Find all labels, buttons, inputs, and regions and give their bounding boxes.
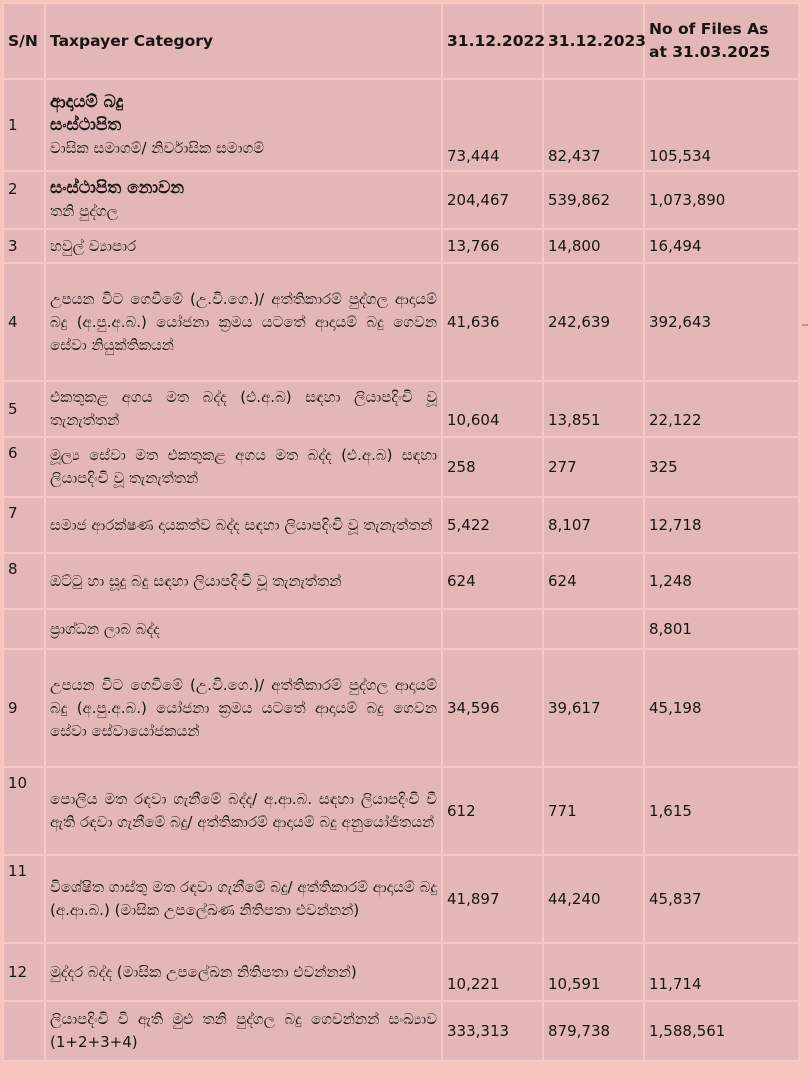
row-category: එකතුකළ අගය මත බද්ද (එ.අ.බ) සඳහා ලියාපදිංචි වූ තැනැත්තන් bbox=[45, 381, 442, 437]
value-files: 45,198 bbox=[644, 649, 799, 767]
header-files-line2: at 31.03.2025 bbox=[649, 43, 771, 61]
row-sn: 1 bbox=[3, 79, 45, 171]
row-sn bbox=[3, 1001, 45, 1061]
value-2022: 13,766 bbox=[442, 229, 543, 263]
row-sn: 10 bbox=[3, 767, 45, 855]
value-2023: 14,800 bbox=[543, 229, 644, 263]
value-2022: 41,636 bbox=[442, 263, 543, 381]
value-files: 392,643 bbox=[644, 263, 799, 381]
value-2022: 333,313 bbox=[442, 1001, 543, 1061]
value-files: 22,122 bbox=[644, 381, 799, 437]
value-2023: 39,617 bbox=[543, 649, 644, 767]
value-2022: 624 bbox=[442, 553, 543, 609]
group-heading: ආදායම් බදු bbox=[50, 91, 124, 112]
value-2022: 10,604 bbox=[442, 381, 543, 437]
row-sn: 9 bbox=[3, 649, 45, 767]
row-category bbox=[45, 171, 442, 229]
table-row bbox=[3, 229, 799, 263]
row-category: විශේෂිත ගාස්තු මත රඳවා ගැනීමේ බදු/ අත්තිකාරම් ආදායම් බදු (අ.ආ.බ.) (මාසික උපලේඛණ නිතිපතා එවන්නන්) bbox=[45, 855, 442, 943]
value-2022: 41,897 bbox=[442, 855, 543, 943]
value-2023: 624 bbox=[543, 553, 644, 609]
value-files: 12,718 bbox=[644, 497, 799, 553]
value-2023 bbox=[543, 609, 644, 649]
row-category: මුද්දර බද්ද (මාසික උපලේඛන නිතිපතා එවන්නන්) bbox=[45, 943, 442, 1001]
value-2022: 5,422 bbox=[442, 497, 543, 553]
header-files bbox=[644, 3, 799, 79]
value-files: 1,248 bbox=[644, 553, 799, 609]
header-sn: S/N bbox=[3, 3, 45, 79]
table-row bbox=[3, 855, 799, 943]
value-2023: 13,851 bbox=[543, 381, 644, 437]
table-row bbox=[3, 437, 799, 497]
row-category: ප්‍රාග්ධන ලාබ බද්ද bbox=[45, 609, 442, 649]
row-category: පොලිය මත රඳවා ගැනීමේ බද්ද/ අ.ආ.බ. සඳහා ලියාපදිංචි වී ඇති රඳවා ගැනීමේ බදු/ අත්තිකාරම් ආදායම් බදු අනුයෝජිතයන් bbox=[45, 767, 442, 855]
row-sn: 11 bbox=[3, 855, 45, 943]
value-2023: 44,240 bbox=[543, 855, 644, 943]
value-files: 1,073,890 bbox=[644, 171, 799, 229]
row-sn: 3 bbox=[3, 229, 45, 263]
row-category: ඔට්ටු හා සූදු බදු සඳහා ලියාපදිංචි වූ තැනැත්තන් bbox=[45, 553, 442, 609]
value-2023: 879,738 bbox=[543, 1001, 644, 1061]
row-category bbox=[45, 79, 442, 171]
table-row bbox=[3, 609, 799, 649]
row-category: උපයන විට ගෙවීමේ (උ.වි.ගෙ.)/ අත්තිකාරම් පුද්ගල ආදායම් බදු (අ.පු.අ.බ.) යෝජනා ක්‍රමය යටතේ ආදායම් බදු ගෙවන සේවා නියුක්තිකයන් bbox=[45, 263, 442, 381]
table-row bbox=[3, 553, 799, 609]
group-subheading: සංස්ථාපිත bbox=[50, 114, 122, 135]
value-2022: 204,467 bbox=[442, 171, 543, 229]
category-text: තනි පුද්ගල bbox=[50, 202, 119, 220]
value-files: 11,714 bbox=[644, 943, 799, 1001]
table-row bbox=[3, 263, 799, 381]
row-sn: 2 bbox=[3, 171, 45, 229]
row-sn: 6 bbox=[3, 437, 45, 497]
row-category: සමාජ ආරක්ෂණ දායකත්ව බද්ද සඳහා ලියාපදිංචි වූ තැනැත්තන් bbox=[45, 497, 442, 553]
value-2023: 277 bbox=[543, 437, 644, 497]
row-sn: 12 bbox=[3, 943, 45, 1001]
row-category: හවුල් ව්‍යාපාර bbox=[45, 229, 442, 263]
table-row bbox=[3, 943, 799, 1001]
value-files: 1,615 bbox=[644, 767, 799, 855]
value-2022: 258 bbox=[442, 437, 543, 497]
value-2023: 539,862 bbox=[543, 171, 644, 229]
value-2023: 771 bbox=[543, 767, 644, 855]
row-sn: 5 bbox=[3, 381, 45, 437]
value-2022 bbox=[442, 609, 543, 649]
row-sn: 8 bbox=[3, 553, 45, 609]
table-row bbox=[3, 767, 799, 855]
row-category: ලියාපදිංචි වී ඇති මුළු තනි පුද්ගල බදු ගෙවන්නන් සංඛ්‍යාව (1+2+3+4) bbox=[45, 1001, 442, 1061]
header-category: Taxpayer Category bbox=[45, 3, 442, 79]
row-sn bbox=[3, 609, 45, 649]
header-files-line1: No of Files As bbox=[649, 20, 769, 38]
value-2023: 10,591 bbox=[543, 943, 644, 1001]
table-row bbox=[3, 497, 799, 553]
value-files: 45,837 bbox=[644, 855, 799, 943]
row-sn: 7 bbox=[3, 497, 45, 553]
value-files: 325 bbox=[644, 437, 799, 497]
header-2022: 31.12.2022 bbox=[442, 3, 543, 79]
value-2022: 10,221 bbox=[442, 943, 543, 1001]
row-sn: 4 bbox=[3, 263, 45, 381]
table-row bbox=[3, 171, 799, 229]
value-files: 105,534 bbox=[644, 79, 799, 171]
value-2023: 8,107 bbox=[543, 497, 644, 553]
row-category: මූල්‍ය සේවා මත එකතුකළ අගය මත බද්ද (එ.අ.බ) සඳහා ලියාපදිංචි වූ තැනැත්තන් bbox=[45, 437, 442, 497]
value-2023: 242,639 bbox=[543, 263, 644, 381]
value-files: 8,801 bbox=[644, 609, 799, 649]
value-2023: 82,437 bbox=[543, 79, 644, 171]
header-row bbox=[3, 3, 799, 79]
value-files: 1,588,561 bbox=[644, 1001, 799, 1061]
value-files: 16,494 bbox=[644, 229, 799, 263]
header-2023: 31.12.2023 bbox=[543, 3, 644, 79]
value-2022: 612 bbox=[442, 767, 543, 855]
taxpayer-table bbox=[2, 2, 800, 1062]
row-category: උපයන විට ගෙවීමේ (උ.වි.ගෙ.)/ අත්තිකාරම් පුද්ගල ආදායම් බදු (අ.පු.අ.බ.) යෝජනා ක්‍රමය යටතේ ආදායම් බදු ගෙවන සේවා සේවායෝජකයන් bbox=[45, 649, 442, 767]
table-row bbox=[3, 381, 799, 437]
value-2022: 73,444 bbox=[442, 79, 543, 171]
table-row bbox=[3, 79, 799, 171]
value-2022: 34,596 bbox=[442, 649, 543, 767]
category-text: වාසික සමාගම්/ නිර්වාසික සමාගම් bbox=[50, 138, 264, 157]
table-row bbox=[3, 649, 799, 767]
group-heading: සංස්ථාපිත නොවන bbox=[50, 178, 185, 198]
page-edge-mark bbox=[802, 324, 808, 326]
table-row-total bbox=[3, 1001, 799, 1061]
